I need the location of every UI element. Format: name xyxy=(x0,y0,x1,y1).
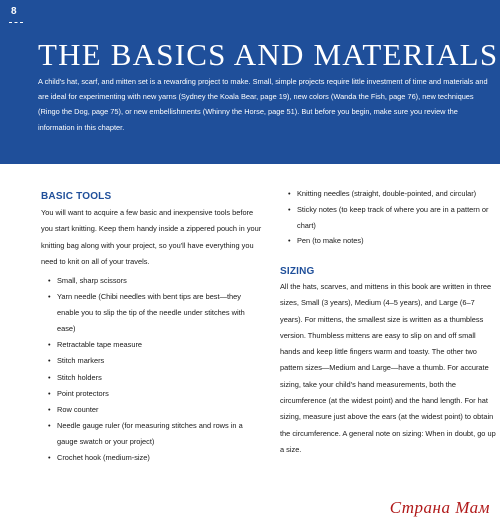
page-number: 8 xyxy=(11,6,17,17)
basic-tools-paragraph: You will want to acquire a few basic and inexpensive tools before you start knitting. Keep them handy inside a zippered pouch in your knitting bag along with your project, so you'll have everything you need to knit on all of your travels. xyxy=(41,208,262,266)
sizing-paragraph: All the hats, scarves, and mittens in this book are written in three sizes, Small (3 years), Medium (4–5 years), and Large (6–7 years). For mittens, the smallest size is written as a thumbless version. Thumbless mittens are easy to slip on and off small hands and keep little fingers warm and toasty. The other two pattern sizes—Medium and Large—have a thumb. For accurate sizing, take your child's hand measurements, both the circumference (at the widest point) and the hand length. For hat sizing, measure just above the ears (at the widest point) to obtain the circumference. A general note on sizing: When in doubt, go up a size. xyxy=(280,282,496,454)
tools-list-continued xyxy=(288,186,494,249)
list-item: • Yarn needle (Chibi needles with bent tips are best—they enable you to slip the tip of the needle under stitches with ease) xyxy=(48,289,262,337)
list-item: • Pen (to make notes) xyxy=(288,233,494,249)
list-item: • Point protectors xyxy=(48,386,262,402)
title-banner xyxy=(0,0,500,164)
list-item: • Knitting needles (straight, double-pointed, and circular) xyxy=(288,186,494,202)
list-item: • Row counter xyxy=(48,402,262,418)
list-item: • Stitch markers xyxy=(48,353,262,369)
intro-paragraph: A child's hat, scarf, and mitten set is a rewarding project to make. Small, simple projects require little investment of time and materials and are ideal for experimenting with new yarns (Sydney the Koala Bear, page 19), new colors (Wanda the Fish, page 76), new techniques (Ringo the Dog, page 75), or new embellishments (Whinny the Horse, page 51). But before you begin, make sure you review the information in this chapter. xyxy=(38,77,488,132)
page-title: THE BASICS AND MATERIALS xyxy=(38,37,499,72)
list-item: • Needle gauge ruler (for measuring stitches and rows in a gauge swatch or your project) xyxy=(48,418,262,450)
list-item: • Stitch holders xyxy=(48,370,262,386)
basic-tools-heading: BASIC TOOLS xyxy=(41,191,112,202)
list-item: • Retractable tape measure xyxy=(48,337,262,353)
tools-list xyxy=(48,273,262,466)
sizing-heading: SIZING xyxy=(280,266,315,277)
list-item: • Small, sharp scissors xyxy=(48,273,262,289)
page-number-underline xyxy=(9,22,23,23)
list-item: • Sticky notes (to keep track of where you are in a pattern or chart) xyxy=(288,202,494,234)
list-item: • Crochet hook (medium-size) xyxy=(48,450,262,466)
watermark-logo: Страна Мам xyxy=(389,498,490,517)
